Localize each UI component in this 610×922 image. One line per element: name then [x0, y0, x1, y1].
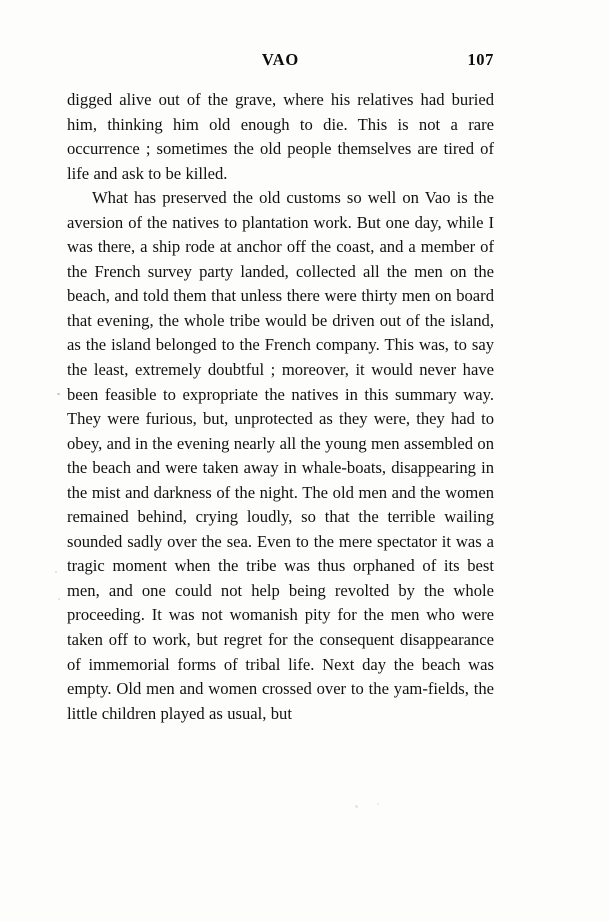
scan-speck — [58, 598, 60, 600]
running-head — [67, 50, 494, 72]
body-paragraph: What has preserved the old customs so well on Vao is the aversion of the natives to plantation work. But one day, while I was there, a ship rode at anchor off the coast, and a member of the French survey party landed, collected all the men on the beach, and told them that unless there were thirty men on board that evening, the whole tribe would be driven out of the island, as the island belonged to the French company. This was, to say the least, extremely doubtful ; moreover, it would never have been feasible to expropriate the natives in this summary way. They were furious, but, unprotected as they were, they had to obey, and in the evening nearly all the young men assembled on the beach and were taken away in whale-boats, disappearing in the mist and darkness of the night. The old men and the women remained behind, crying loudly, so that the terrible wailing sounded sadly over the sea. Even to the mere spectator it was a tragic moment when the tribe was thus orphaned of its best men, and one could not help being revolted by the whole proceeding. It was not womanish pity for the men who were taken off to work, but regret for the consequent disappearance of immemorial forms of tribal life. Next day the beach was empty. Old men and women crossed over to the yam-fields, the little children played as usual, but — [67, 188, 494, 723]
page-number: 107 — [467, 50, 494, 69]
body-text-column — [67, 88, 494, 726]
running-head-title: VAO — [261, 50, 300, 69]
scan-speck — [57, 393, 60, 395]
scan-speck — [377, 803, 379, 805]
scan-speck — [355, 805, 358, 808]
scan-speck — [55, 571, 57, 573]
body-paragraph: digged alive out of the grave, where his relatives had buried him, thinking him old enough to die. This is not a rare occurrence ; sometimes the old people themselves are tired of life and ask to be killed. — [67, 90, 494, 183]
